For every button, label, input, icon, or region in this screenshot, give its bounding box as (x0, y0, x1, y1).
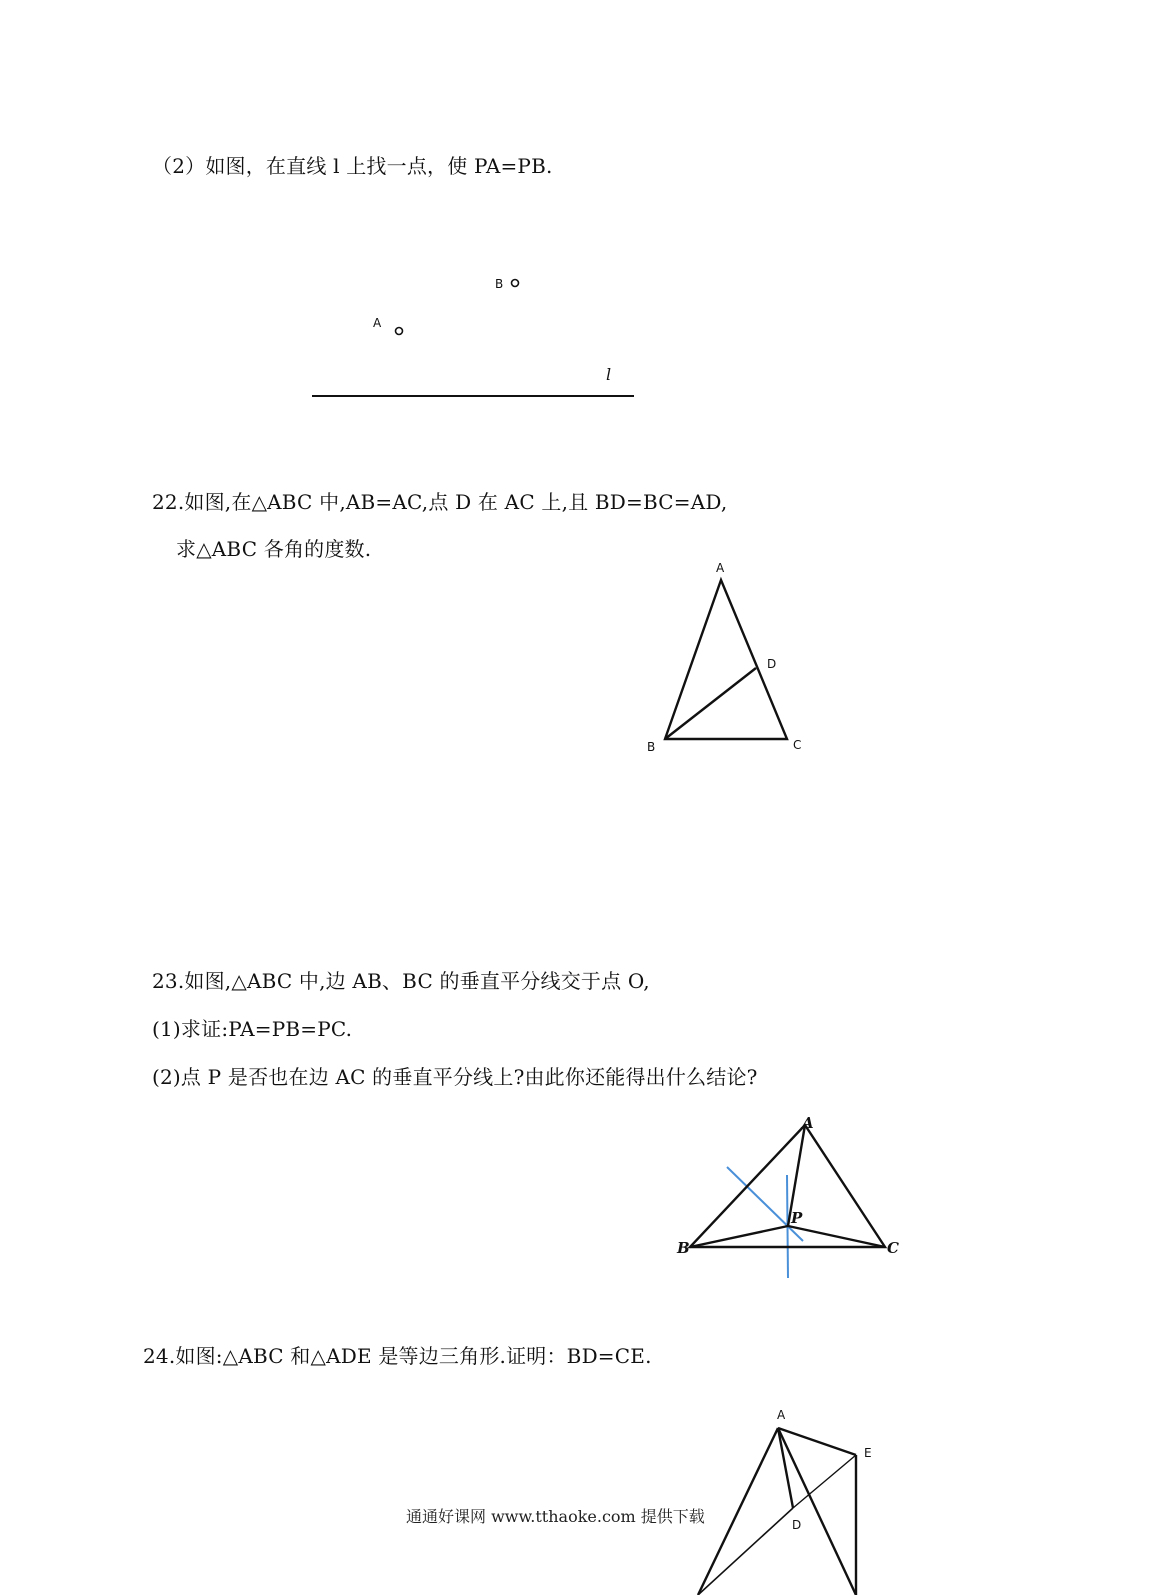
vertex-b-label: B (677, 1239, 690, 1257)
point-a-marker (396, 328, 403, 335)
q22-triangle-figure (630, 555, 830, 765)
point-b-label: B (495, 277, 504, 291)
point-a-label: A (373, 316, 382, 330)
point-p-label: P (791, 1209, 803, 1227)
q24-line1: 24.如图:△ABC 和△ADE 是等边三角形.证明：BD=CE. (143, 1344, 652, 1368)
line-l-label: l (606, 365, 612, 384)
q22-line2: 求△ABC 各角的度数. (176, 537, 372, 561)
vertex-a-label: A (777, 1408, 786, 1422)
vertex-b-label: B (647, 740, 656, 754)
segment-ad (778, 1428, 793, 1508)
q21-part2-text: （2）如图，在直线 l 上找一点，使 PA=PB. (152, 154, 553, 178)
vertex-c-label: C (887, 1239, 899, 1257)
q23-triangle-figure (665, 1105, 925, 1285)
q23-line2: (1)求证:PA=PB=PC. (152, 1017, 353, 1041)
q21-figure (300, 260, 660, 410)
vertex-c-label: C (793, 738, 802, 752)
vertex-a-label: A (716, 561, 725, 575)
point-d-label: D (792, 1518, 802, 1532)
segment-ab (698, 1428, 778, 1595)
vertex-a-label: A (802, 1114, 814, 1132)
footer-download-notice: 通通好课网 www.tthaoke.com 提供下载 (406, 1507, 705, 1526)
q23-line3: (2)点 P 是否也在边 AC 的垂直平分线上?由此你还能得出什么结论? (152, 1065, 758, 1089)
segment-bd (698, 1508, 793, 1595)
q23-line1: 23.如图,△ABC 中,边 AB、BC 的垂直平分线交于点 O, (152, 969, 650, 993)
q22-line1: 22.如图,在△ABC 中,AB=AC,点 D 在 AC 上,且 BD=BC=AD, (152, 490, 728, 514)
q24-triangle-figure (680, 1400, 900, 1595)
segment-pc (788, 1226, 885, 1247)
segment-pb (690, 1226, 788, 1247)
point-d-label: D (767, 657, 777, 671)
vertex-e-label: E (864, 1446, 872, 1460)
point-b-marker (512, 280, 519, 287)
